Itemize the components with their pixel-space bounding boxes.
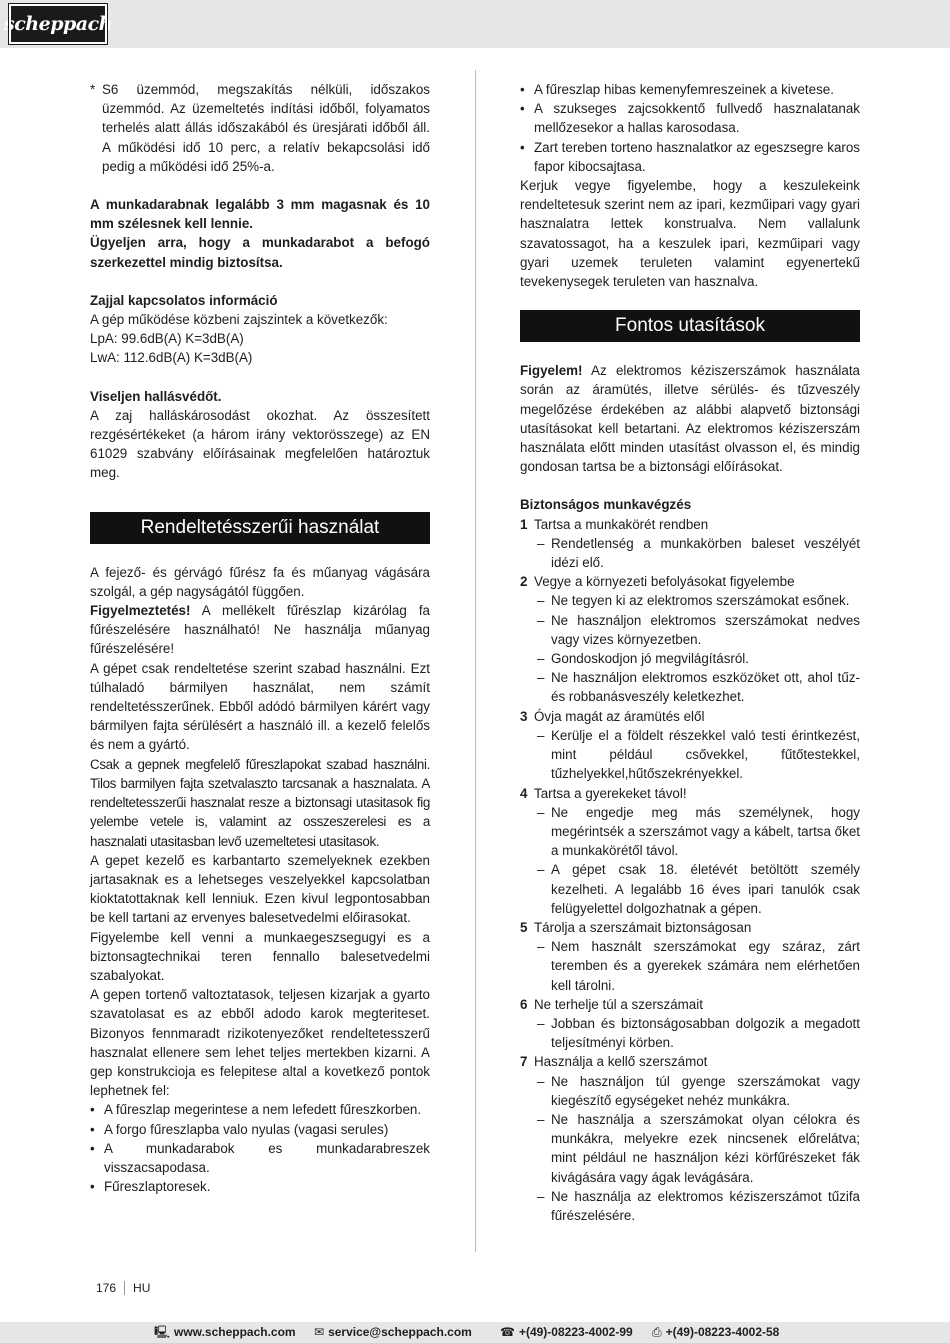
website-contact[interactable]: 🖳 www.scheppach.com (154, 1325, 296, 1339)
left-column (90, 80, 430, 1196)
email-contact[interactable]: ✉ service@scheppach.com (314, 1325, 472, 1339)
safety-subitem: – Nem használt szerszámokat egy száraz, zárt teremben és a gyerekek számára nem elérhetően kell tárolni. (537, 939, 860, 993)
attention-paragraph: Figyelem! Az elektromos kéziszerszámok használata során az áramütés, illetve sérülés- és tűzveszély megelőzése érdekében az alábbi alapvető biztonsági utasításokat kell betartani. Az elektromos kéziszerszám használata előtt minden utasítást olvasson el, és mindig gondosan tartsa be a biztonsági előírásokat. (520, 363, 860, 475)
computer-icon: 🖳 (154, 1325, 171, 1339)
fax-icon: ⎙ (652, 1325, 662, 1339)
safety-item: 2 Vegye a környezeti befolyásokat figyelembe (520, 574, 795, 590)
intended-paragraph-7: A gepen tortenő valtoztatasok, teljesen kizarjak a gyarto szavatolasat es az ebből adodo karok megteriteset. Bizonyos fennmaradt rizikotenyezőket rendeltetesszerű hasznalat ellenere sem lehet teljes mertekben kizarni. A gep konstrukcioja es felepitese altal a kovetkező pontok lephetnek fel: (90, 987, 430, 1099)
contact-bar (0, 1322, 950, 1343)
page-number: 176 (96, 1281, 125, 1295)
residual-risk-list-continued (520, 80, 860, 176)
intended-use-banner: Rendeltetésszerűi használat (90, 512, 430, 544)
safety-subitem: – Ne tegyen ki az elektromos szerszámokat esőnek. (537, 593, 850, 609)
intended-paragraph-3: A gépet csak rendeltetése szerint szabad használni. Ezt túlhaladó bármilyen használat, nem számít rendeltetésszerűnek. Ebből adódó bármilyen kárért vagy bármilyen fajta sérülésért a használó ill. a kezelő felelős és nem a gyártó. (90, 660, 430, 753)
brand-name: scheppach (4, 13, 112, 35)
safety-list (520, 515, 860, 1226)
intended-paragraph-1: A fejező- és gérvágó fűrész fa és műanyag vágására szolgál, a gép nagyságától függően. (90, 564, 430, 599)
noise-lpa: LpA: 99.6dB(A) K=3dB(A) (90, 331, 244, 347)
noise-lwa: LwA: 112.6dB(A) K=3dB(A) (90, 350, 253, 366)
page-footer (96, 1281, 150, 1295)
intended-paragraph-5: A gepet kezelő es karbantarto szemelyeknek ezekben jartasaknak es a lehetseges veszelyekkel kapcsolatban kioktatottaknak kell lenniuk. Ezen kivul legpontosabban be kell tartani az ervenyes balesetvedelmi előirasokat. (90, 852, 430, 926)
safety-subitem: – Ne használja a szerszámokat olyan célokra és munkákra, melyekre ezek nincsenek előrelátva; mint például ne használjon kézi körfűrészeket fák kivágására vagy ágak levágására. (537, 1111, 860, 1185)
important-instructions-banner: Fontos utasítások (520, 310, 860, 342)
safety-item: 3 Óvja magát az áramütés elől (520, 708, 705, 724)
noise-heading: Zajjal kapcsolatos információ (90, 292, 278, 308)
list-item: • A fűreszlap megerintese a nem lefedett fűreszkorben. (90, 1102, 422, 1118)
safety-subitem: – Ne használjon elektromos eszközöket ott, ahol tűz- és robbanásveszély keletkezhet. (537, 670, 860, 705)
email-icon: ✉ (314, 1325, 325, 1339)
list-item: • A szukseges zajcsokkentő fullvedő hasznalatanak mellőzesekor a hallas karosodasa. (520, 101, 860, 136)
safety-item: 6 Ne terhelje túl a szerszámait (520, 996, 703, 1012)
saw-blade-warning: Figyelmeztetés! A mellékelt fűrészlap kizárólag fa fűrészelésére használható! Ne használja műanyag fűrészelésére! (90, 603, 430, 657)
noise-intro: A gép működése közbeni zajszintek a következők: (90, 312, 388, 328)
safety-item: 5 Tárolja a szerszámait biztonságosan (520, 919, 752, 935)
list-item: • A fűreszlap hibas kemenyfemreszeinek a kivetese. (520, 82, 834, 97)
safety-subitem: – Ne használjon túl gyenge szerszámokat vagy kiegészítő egységeket nehéz munkákra. (537, 1073, 860, 1108)
safety-subitem: – A gépet csak 18. életévét betöltött személy kezelheti. A legalább 16 éves ipari tanulók csak felügyelettel dolgozhatnak a gépen. (537, 862, 860, 916)
phone-contact: ☎ +(49)-08223-4002-99 (500, 1325, 633, 1339)
safety-subitem: – Rendetlenség a munkakörben baleset veszélyét idézi elő. (537, 535, 860, 571)
s6-note: * S6 üzemmód, megszakítás nélküli, időszakos üzemmód. Az üzemeltetés indítási időből, folyamatos terhelés alatt állás időszakából és üresjárati időből áll. A működési idő 10 perc, a relatív bekapcsolási idő pedig a működési idő 25%-a. (90, 82, 430, 174)
phone-icon: ☎ (500, 1325, 515, 1339)
intended-paragraph-6: Figyelembe kell venni a munkaegeszsegugyi es a biztonsagtechnikai teren fennallo balesetvedelmi szabalyokat. (90, 929, 430, 983)
list-item: • A forgo fűreszlapba valo nyulas (vagasi serules) (90, 1121, 389, 1137)
safety-subitem: – Jobban és biztonságosabban dolgozik a megadott teljesítményi körben. (537, 1015, 860, 1051)
hearing-text: A zaj halláskárosodást okozhat. Az összesített rezgésértékeket (a három irány vektorösszege) az EN 61029 szabvány előírásainak megfelelően határoztuk meg. (90, 407, 430, 481)
scheppach-logo (4, 4, 112, 44)
column-divider (475, 70, 476, 1252)
residual-risk-list (90, 1100, 430, 1196)
safety-item: 4 Tartsa a gyerekeket távol! (520, 785, 687, 801)
safety-subitem: – Kerülje el a földelt részekkel való testi érintkezést, mint például csővekkel, fűtőtestekkel, tűzhelyekkel,hűtőszekrényekkel. (537, 727, 860, 782)
safety-subitem: – Ne engedje meg más személynek, hogy megérintsék a szerszámot vagy a kábelt, tartsa őket a munkakörétől távol. (537, 804, 860, 859)
fax-contact: ⎙ +(49)-08223-4002-58 (652, 1325, 780, 1339)
usage-disclaimer: Kerjuk vegye figyelembe, hogy a keszulekeink rendeltetesuk szerint nem az ipari, kezműipari vagy gyari hasznalatra lettek konstrualva. Nem vallalunk szavatossagot, ha a keszulek ipari, kezműipari vagy gyari uzemek teruleten valamint egyenertekű tevekenysegek teruleten van hasznalva. (520, 178, 860, 290)
header-bar (0, 0, 950, 48)
list-item: • A munkadarabok es munkadarabreszek visszacsapodasa. (90, 1140, 430, 1175)
safety-subitem: – Ne használjon elektromos szerszámokat nedves vagy vizes környezetben. (537, 612, 860, 647)
language-code: HU (133, 1281, 151, 1295)
safety-item: 1 Tartsa a munkakörét rendben (520, 516, 709, 532)
safe-work-heading: Biztonságos munkavégzés (520, 497, 692, 513)
clamp-warning: Ügyeljen arra, hogy a munkadarabot a befogó szerkezettel mindig biztosítsa. (90, 235, 430, 270)
list-item: • Zart tereben torteno hasznalatkor az egeszsegre karos fapor kibocsajtasa. (520, 139, 860, 174)
safety-item: 7 Használja a kellő szerszámot (520, 1054, 708, 1070)
workpiece-size-warning: A munkadarabnak legalább 3 mm magasnak és 10 mm szélesnek kell lennie. (90, 197, 430, 232)
right-column (520, 80, 860, 1225)
intended-paragraph-4: Csak a gepnek megfelelő fűreszlapokat szabad használni. Tilos barmilyen fajta szetvalaszto tarcsanak a hasznalata. A rendeltetesszerűi hasznalat resze a biztonsagi utasitasok fig yelembe vetele is, valamint az osszeszerelesi es a hasznalati utasitasban levő uzemeltetesi utasitasok. (90, 756, 430, 849)
safety-subitem: – Ne használja az elektromos kéziszerszámot tűzifa fűrészelésére. (537, 1188, 860, 1223)
hearing-heading: Viseljen hallásvédőt. (90, 388, 222, 404)
safety-subitem: – Gondoskodjon jó megvilágításról. (537, 651, 749, 667)
list-item: • Fűreszlaptoresek. (90, 1179, 211, 1195)
